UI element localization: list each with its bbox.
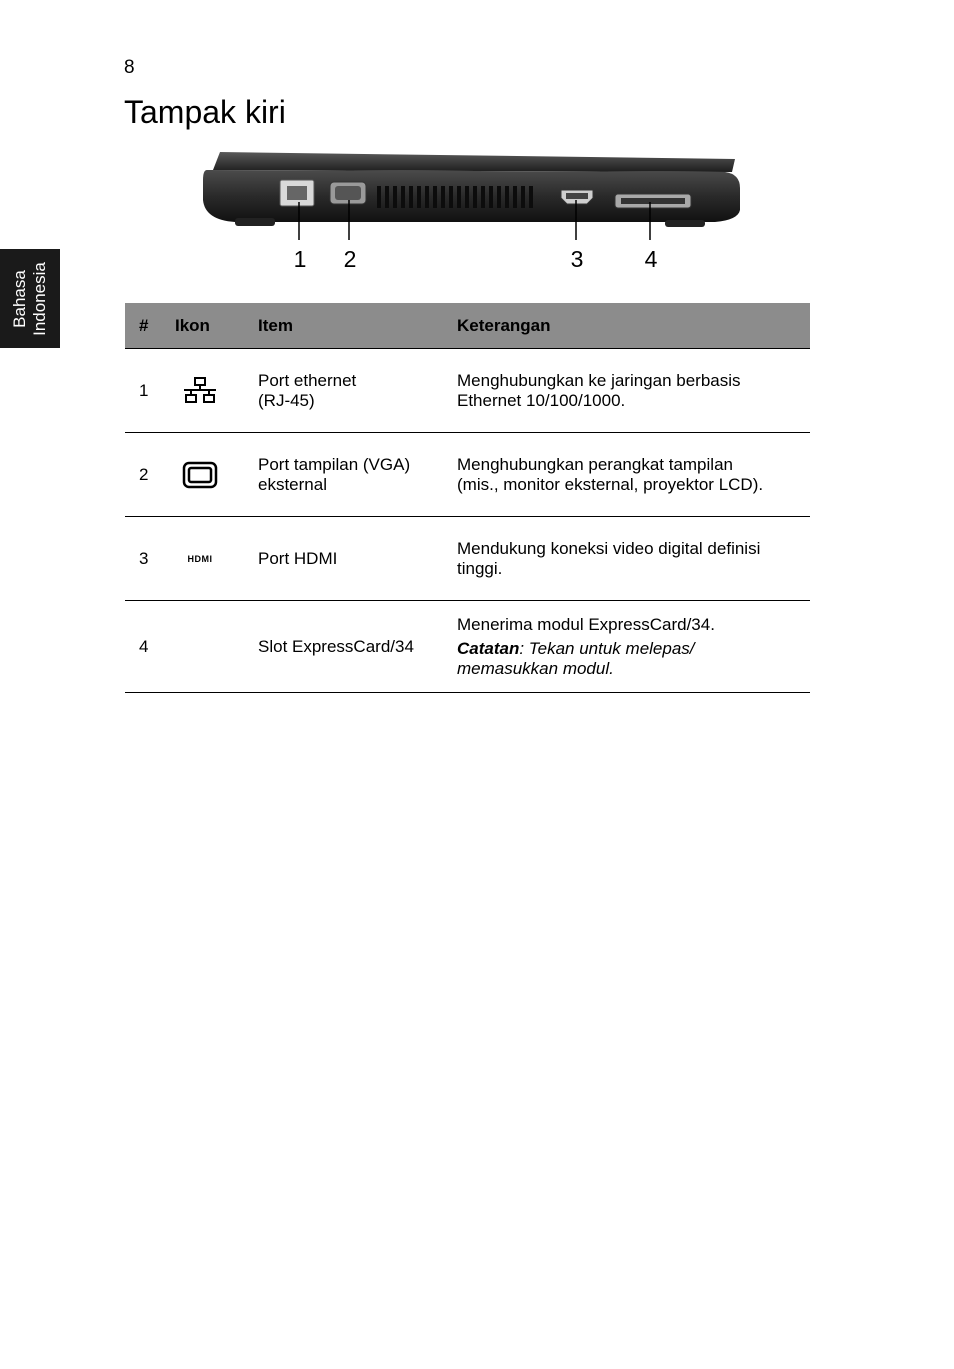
header-item: Item [258,303,457,349]
header-icon: Ikon [175,303,258,349]
callout-label-2: 2 [343,246,357,272]
note-text-line: memasukkan modul. [457,658,614,678]
table-row [125,517,810,601]
description-line: Menghubungkan perangkat tampilan [457,454,733,474]
callout-label-3: 3 [570,246,584,272]
language-side-tab [0,249,60,348]
note-label: Catatan [457,638,520,658]
description-line: tinggi. [457,558,503,578]
item-name-line: (RJ-45) [258,390,315,410]
header-number: # [125,303,175,349]
vga-display-icon [182,461,218,489]
table-row [125,601,810,693]
row-number: 2 [125,433,175,517]
table-row [125,433,810,517]
empty-icon-cell [175,601,258,693]
row-number: 1 [125,349,175,433]
item-name-line: Slot ExpressCard/34 [258,636,414,656]
description-line: (mis., monitor eksternal, proyektor LCD). [457,474,764,494]
item-name-line: Port tampilan (VGA) [258,454,411,474]
hdmi-icon [181,553,219,565]
laptop-left-side-illustration [195,150,745,280]
description-line: Menghubungkan ke jaringan berbasis [457,370,741,390]
svg-text:HDMI: HDMI [187,553,213,564]
language-side-tab-label: Bahasa Indonesia [10,262,49,336]
description-line: Ethernet 10/100/1000. [457,390,626,410]
table-row [125,349,810,433]
description-line: Menerima modul ExpressCard/34. [457,614,715,634]
ethernet-network-icon [182,376,218,406]
note [457,639,810,679]
description-line: Mendukung koneksi video digital definisi [457,538,761,558]
callout-label-1: 1 [293,246,307,272]
item-name-line: Port HDMI [258,548,338,568]
table-header-row [125,303,810,349]
page-number: 8 [124,57,135,78]
row-number: 4 [125,601,175,693]
page-title: Tampak kiri [124,94,286,130]
item-name-line: eksternal [258,474,327,494]
header-description: Keterangan [457,303,810,349]
callout-label-4: 4 [644,246,658,272]
note-text-line: : Tekan untuk melepas/ [519,638,695,658]
ports-table [125,303,810,693]
item-name-line: Port ethernet [258,370,357,390]
row-number: 3 [125,517,175,601]
